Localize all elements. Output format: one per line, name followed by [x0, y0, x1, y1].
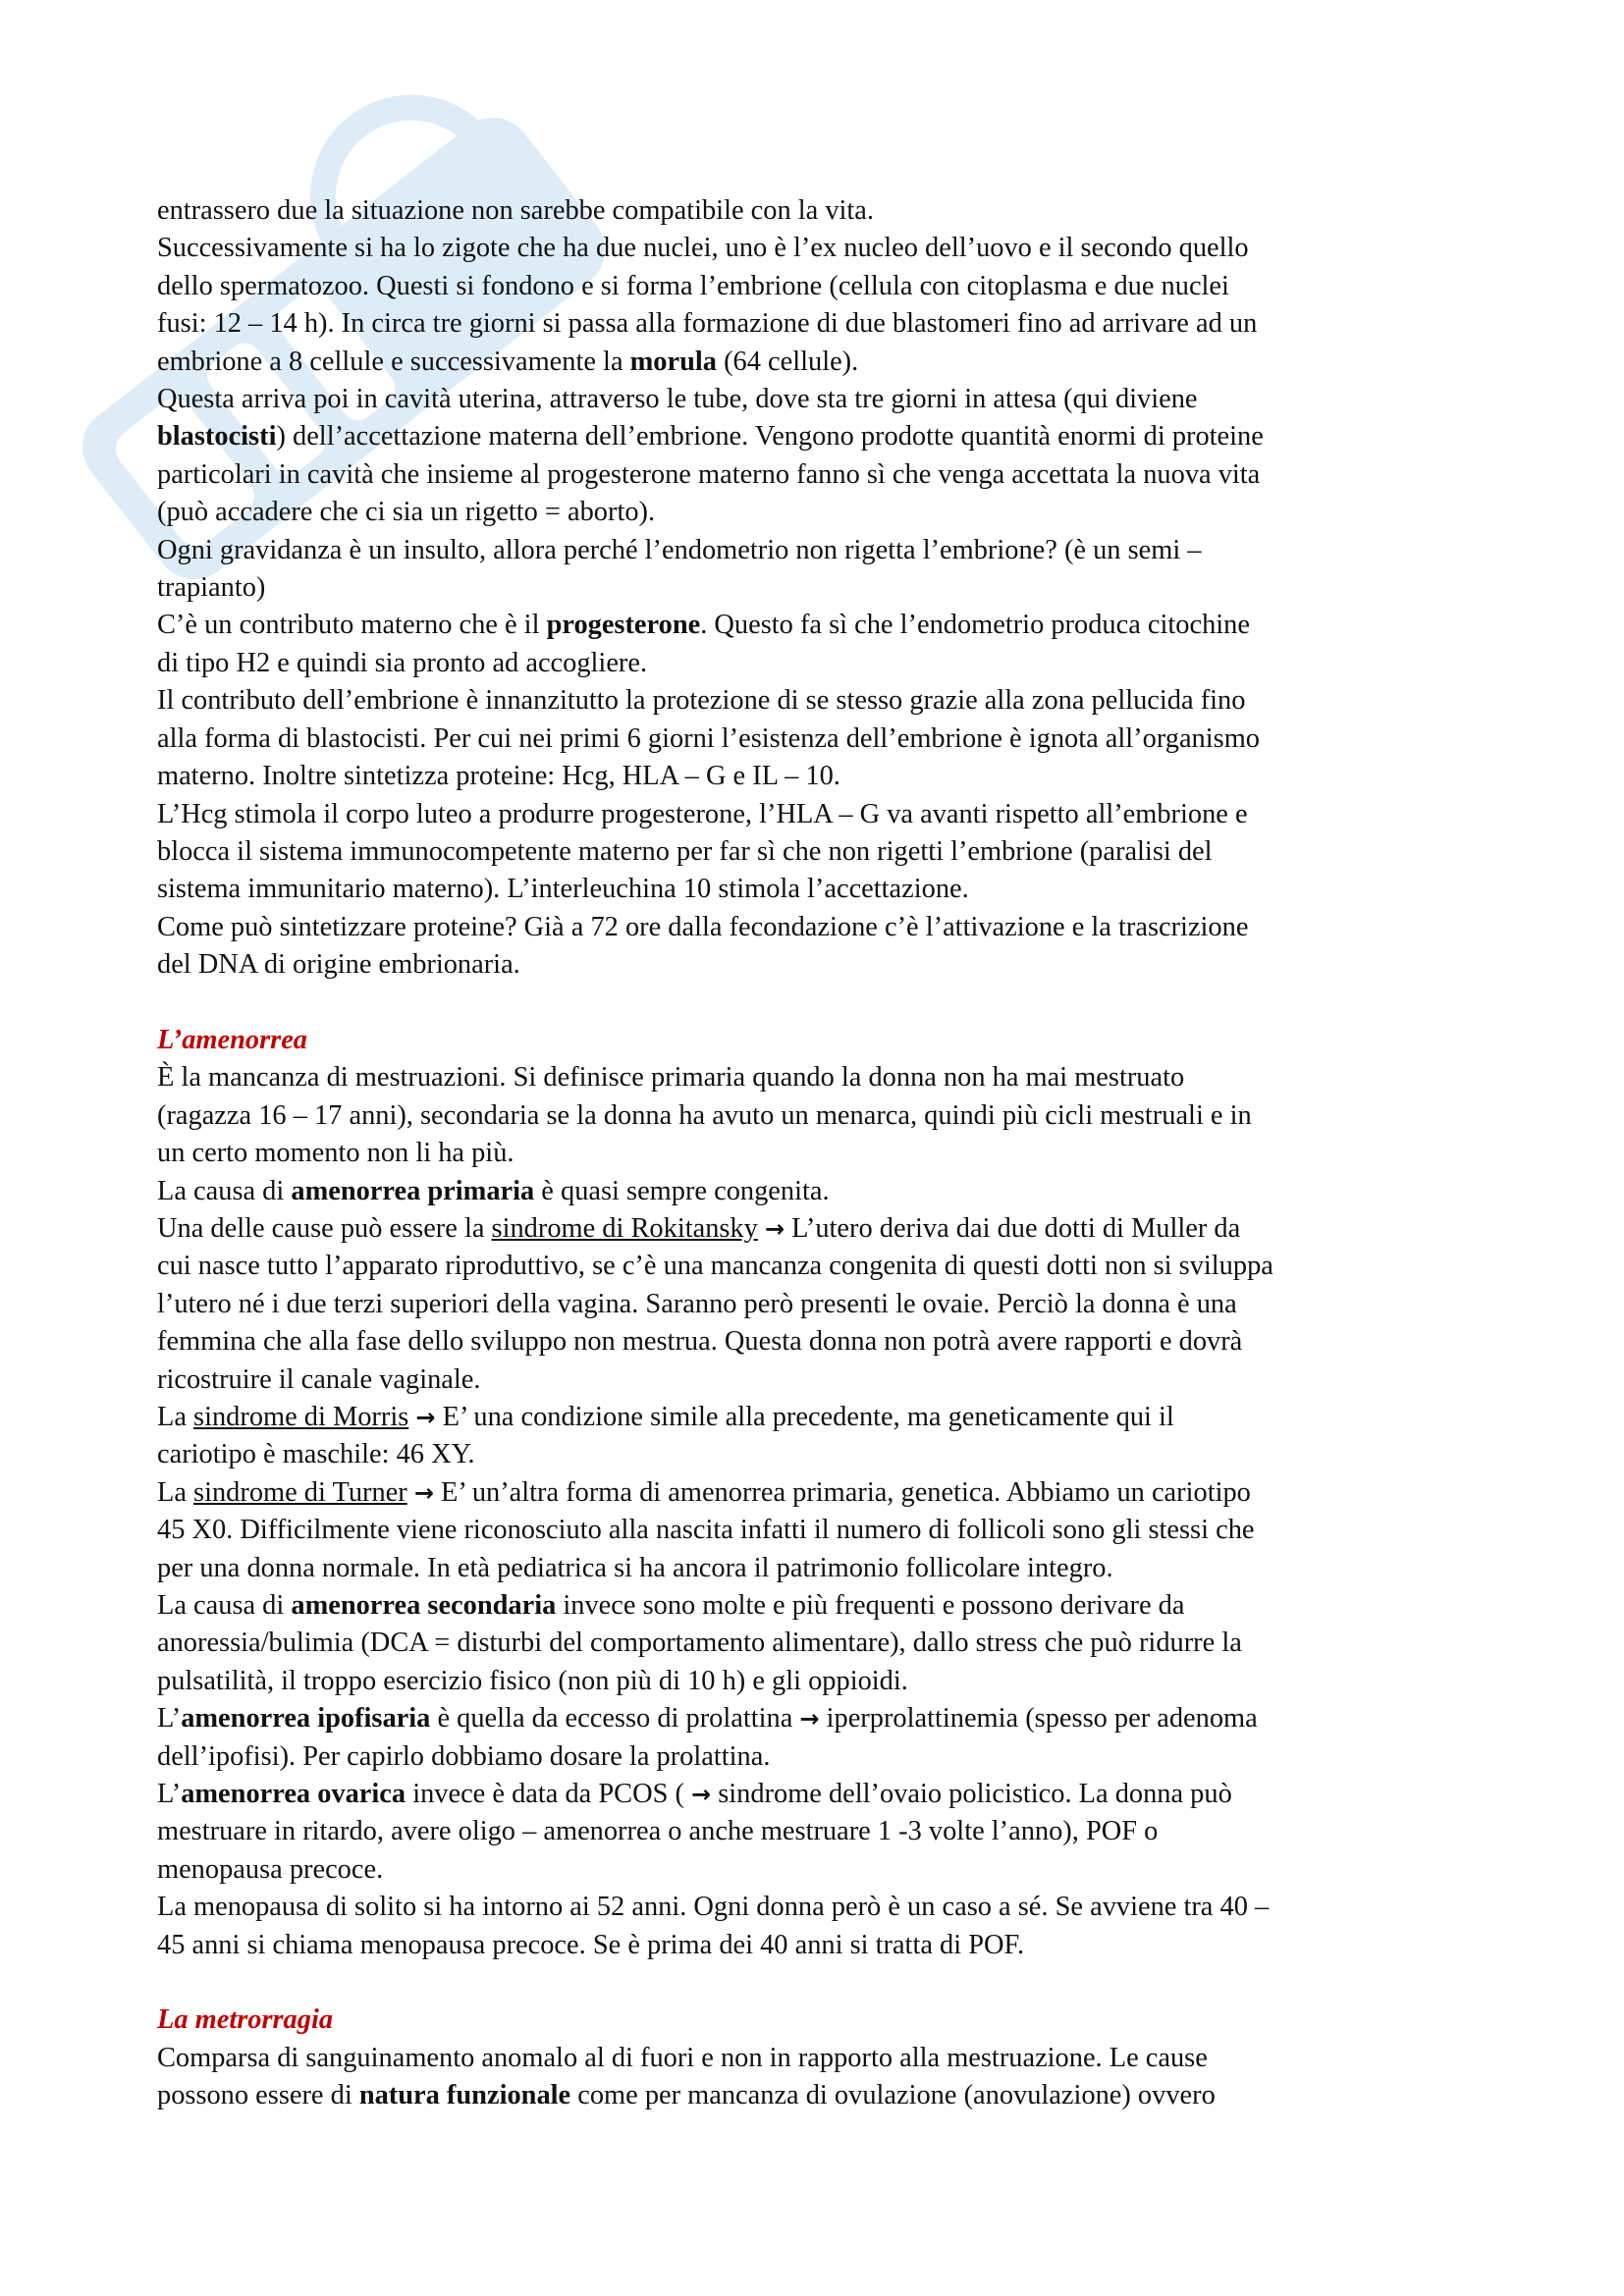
text-line: cui nasce tutto l’apparato riproduttivo, se c’è una mancanza congenita di questi dotti non si sviluppa	[157, 1251, 1273, 1282]
text-span: C’è un contributo materno che è il	[157, 610, 547, 641]
underlined-term: sindrome di Turner	[193, 1476, 407, 1508]
text-line: particolari in cavità che insieme al progesterone materno fanno sì che venga accettata la nuova vita	[157, 458, 1261, 490]
bold-term: progesterone	[546, 610, 701, 641]
text-line: anoressia/bulimia (DCA = disturbi del comportamento alimentare), dallo stress che può ridurre la	[157, 1628, 1242, 1659]
text-line: fusi: 12 – 14 h). In circa tre giorni si passa alla formazione di due blastomeri fino ad arrivare ad un	[157, 308, 1258, 340]
bold-term: amenorrea ovarica	[181, 1779, 406, 1810]
text-span: iperprolattinemia (spesso per adenoma	[819, 1703, 1258, 1735]
text-line: un certo momento non li ha più.	[157, 1138, 514, 1169]
text-line: È la mancanza di mestruazioni. Si definisce primaria quando la donna non ha mai mestruato	[157, 1062, 1185, 1094]
text-line: Il contributo dell’embrione è innanzitutto la protezione di se stesso grazie alla zona pellucida fino	[157, 685, 1246, 717]
text-span: Una delle cause può essere la	[157, 1212, 492, 1244]
text-span: invece sono molte e più frequenti e possono derivare da	[556, 1590, 1185, 1622]
text-span: E’ un’altra forma di amenorrea primaria, genetica. Abbiamo un cariotipo	[433, 1476, 1251, 1508]
text-line: dello spermatozoo. Questi si fondono e si forma l’embrione (cellula con citoplasma e due nuclei	[157, 270, 1229, 301]
text-line: Questa arriva poi in cavità uterina, attraverso le tube, dove sta tre giorni in attesa (qui diviene	[157, 384, 1198, 415]
text-span: La	[157, 1401, 194, 1432]
bold-term: blastocisti	[157, 421, 277, 453]
underlined-term: sindrome di Rokitansky	[491, 1212, 758, 1244]
text-line: l’utero né i due terzi superiori della vagina. Saranno però presenti le ovaie. Perciò la donna è una	[157, 1288, 1237, 1319]
text-span: è quella da eccesso di prolattina	[430, 1703, 800, 1735]
bold-term: amenorrea ipofisaria	[181, 1703, 431, 1735]
text-span: embrione a 8 cellule e successivamente la	[157, 346, 630, 377]
text-line: femmina che alla fase dello sviluppo non mestrua. Questa donna non potrà avere rapporti e dovrà	[157, 1326, 1243, 1358]
text-span: La causa di	[157, 1590, 292, 1622]
text-span: L’	[157, 1779, 182, 1810]
text-span: . Questo fa sì che l’endometrio produca citochine	[700, 610, 1250, 641]
text-line: blocca il sistema immunocompetente materno per far sì che non rigetti l’embrione (paralisi del	[157, 835, 1213, 867]
section-heading-metrorragia: La metrorragia	[157, 2004, 334, 2036]
text-line: Comparsa di sanguinamento anomalo al di fuori e non in rapporto alla mestruazione. Le cause	[157, 2042, 1208, 2073]
text-line: alla forma di blastocisti. Per cui nei primi 6 giorni l’esistenza dell’embrione è ignota all’organismo	[157, 722, 1260, 754]
text-line: entrassero due la situazione non sarebbe compatibile con la vita.	[157, 195, 875, 226]
text-line: 45 anni si chiama menopausa precoce. Se è prima dei 40 anni si tratta di POF.	[157, 1929, 1025, 1960]
bold-term: morula	[629, 346, 717, 377]
text-line	[157, 1776, 1483, 1813]
text-line	[157, 418, 1483, 455]
text-line: L’Hcg stimola il corpo luteo a produrre progesterone, l’HLA – G va avanti rispetto all’embrione e	[157, 798, 1248, 829]
text-line: dell’ipofisi). Per capirlo dobbiamo dosare la prolattina.	[157, 1740, 771, 1772]
text-line: del DNA di origine embrionaria.	[157, 949, 520, 981]
arrow-right-icon: →	[691, 1781, 712, 1809]
text-line: di tipo H2 e quindi sia pronto ad accogliere.	[157, 647, 648, 678]
text-span: come per mancanza di ovulazione (anovulazione) ovvero	[570, 2080, 1216, 2111]
text-line	[157, 1700, 1483, 1737]
text-line	[157, 1399, 1483, 1436]
bold-term: amenorrea primaria	[291, 1175, 535, 1206]
text-line: (ragazza 16 – 17 anni), secondaria se la donna ha avuto un menarca, quindi più cicli mestruali e in	[157, 1099, 1252, 1131]
document-body	[157, 192, 1483, 2115]
text-span: E’ una condizione simile alla precedente, ma geneticamente qui il	[435, 1401, 1174, 1432]
text-line	[157, 2077, 1483, 2114]
text-span: è quasi sempre congenita.	[534, 1175, 830, 1206]
text-line: Ogni gravidanza è un insulto, allora perché l’endometrio non rigetta l’embrione? (è un semi –	[157, 534, 1202, 565]
text-line: 45 X0. Difficilmente viene riconosciuto alla nascita infatti il numero di follicoli sono gli stessi che	[157, 1515, 1255, 1546]
text-line: cariotipo è maschile: 46 XY.	[157, 1439, 475, 1470]
text-line: pulsatilità, il troppo esercizio fisico (non più di 10 h) e gli oppioidi.	[157, 1665, 908, 1696]
text-span: (64 cellule).	[716, 346, 859, 377]
text-line	[157, 344, 1483, 381]
text-line: sistema immunitario materno). L’interleuchina 10 stimola l’accettazione.	[157, 874, 969, 905]
text-line: menopausa precoce.	[157, 1853, 384, 1885]
underlined-term: sindrome di Morris	[193, 1401, 409, 1432]
text-span: sindrome dell’ovaio policistico. La donna può	[711, 1779, 1232, 1810]
text-line: trapianto)	[157, 572, 266, 604]
arrow-right-icon: →	[413, 1478, 434, 1507]
text-span: L’utero deriva dai due dotti di Muller da	[785, 1212, 1241, 1244]
text-span: possono essere di	[157, 2080, 359, 2111]
text-line	[157, 1173, 1483, 1210]
text-line: Come può sintetizzare proteine? Già a 72 ore dalla fecondazione c’è l’attivazione e la trascrizione	[157, 911, 1249, 942]
text-span: La causa di	[157, 1175, 292, 1206]
text-line: (può accadere che ci sia un rigetto = aborto).	[157, 497, 656, 528]
text-line	[157, 1587, 1483, 1625]
text-line	[157, 607, 1483, 644]
text-line: per una donna normale. In età pediatrica si ha ancora il patrimonio follicolare integro.	[157, 1552, 1113, 1583]
text-line: mestruare in ritardo, avere oligo – amenorrea o anche mestruare 1 -3 volte l’anno), POF o	[157, 1816, 1159, 1847]
text-line	[157, 1210, 1483, 1248]
text-span: ) dell’accettazione materna dell’embrione. Vengono prodotte quantità enormi di proteine	[276, 421, 1264, 453]
text-line: La menopausa di solito si ha intorno ai 52 anni. Ogni donna però è un caso a sé. Se avviene tra 40 –	[157, 1892, 1270, 1923]
text-line: Successivamente si ha lo zigote che ha due nuclei, uno è l’ex nucleo dell’uovo e il secondo quello	[157, 233, 1249, 264]
arrow-right-icon: →	[764, 1214, 785, 1243]
arrow-right-icon: →	[799, 1705, 820, 1734]
text-span: L’	[157, 1703, 182, 1735]
text-line: materno. Inoltre sintetizza proteine: Hcg, HLA – G e IL – 10.	[157, 761, 840, 792]
bold-term: amenorrea secondaria	[291, 1590, 557, 1622]
text-line: ricostruire il canale vaginale.	[157, 1363, 481, 1395]
section-heading-amenorrea: L’amenorrea	[157, 1024, 307, 1055]
text-line	[157, 1474, 1483, 1512]
text-span: invece è data da PCOS (	[406, 1779, 692, 1810]
bold-term: natura funzionale	[358, 2080, 571, 2111]
text-span: La	[157, 1476, 194, 1508]
arrow-right-icon: →	[415, 1403, 436, 1431]
